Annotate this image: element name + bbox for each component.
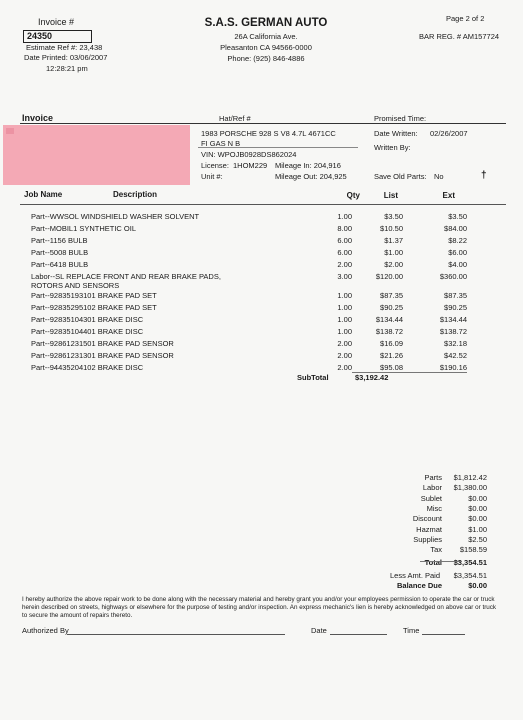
line-item-list: $90.25 (380, 303, 403, 312)
date-written-label: Date Written: (374, 129, 418, 138)
line-item-ext: $90.25 (444, 303, 467, 312)
totals-value: $0.00 (468, 493, 487, 503)
line-item-ext: $190.16 (439, 363, 467, 372)
totals-label: Total (424, 558, 442, 568)
totals-value: $3,354.51 (453, 558, 487, 568)
info-top-rule (20, 123, 506, 124)
line-item-qty: 2.00 (337, 351, 352, 360)
line-item-description: Part--5008 BULB (31, 248, 89, 257)
line-item-list: $95.08 (380, 363, 403, 372)
line-item-ext: $134.44 (439, 315, 467, 324)
totals-label: Misc (426, 503, 442, 513)
line-item-qty: 1.00 (337, 327, 352, 336)
totals-value: $1.00 (468, 524, 487, 534)
save-old-parts-label: Save Old Parts: (374, 172, 427, 181)
totals-label: Tax (430, 545, 442, 555)
date-signature-line[interactable] (330, 634, 387, 635)
vehicle-description: 1983 PORSCHE 928 S V8 4.7L 4671CC (201, 129, 336, 138)
less-amt-paid-value: $3,354.51 (453, 571, 487, 580)
line-item-ext: $87.35 (444, 291, 467, 300)
date-written-value: 02/26/2007 (430, 129, 468, 138)
less-amt-paid-label: Less Amt. Paid (390, 571, 441, 580)
company-phone: Phone: (925) 846-4886 (227, 54, 305, 63)
line-item-qty: 1.00 (337, 291, 352, 300)
authorized-by-label: Authorized By (22, 626, 69, 635)
totals-label: Hazmat (416, 524, 442, 534)
line-item-qty: 2.00 (337, 260, 352, 269)
invoice-number-box: 24350 (23, 30, 92, 43)
totals-value: $1,812.42 (453, 473, 487, 482)
line-item-description-cont: ROTORS AND SENSORS (31, 281, 120, 290)
company-name: S.A.S. GERMAN AUTO (204, 17, 328, 29)
totals-label: Labor (422, 483, 442, 493)
vin: VIN: WPOJB0928DS862024 (201, 150, 297, 159)
line-item-list: $138.72 (375, 327, 403, 336)
table-header-rule (20, 204, 506, 205)
authorized-by-signature-line[interactable] (67, 634, 285, 635)
totals-label: Supplies (413, 534, 442, 544)
line-item-description: Part--94435204102 BRAKE DISC (31, 363, 144, 372)
line-item-list: $2.00 (384, 260, 403, 269)
estimate-ref: Estimate Ref #: 23,438 (26, 43, 103, 52)
company-address-line2: Pleasanton CA 94566-0000 (220, 43, 312, 52)
line-item-list: $21.26 (380, 351, 403, 360)
line-item-qty: 2.00 (337, 363, 352, 372)
balance-due-label: Balance Due (397, 581, 443, 590)
col-header-qty: Qty (346, 191, 360, 200)
totals-label: Parts (424, 473, 442, 482)
subtotal-value: $3,192.42 (355, 373, 389, 382)
line-item-qty: 1.00 (337, 212, 352, 221)
line-item-list: $10.50 (380, 224, 403, 233)
total-rule (420, 561, 462, 562)
line-item-description: Part--WWSOL WINDSHIELD WASHER SOLVENT (31, 212, 200, 221)
line-item-qty: 8.00 (337, 224, 352, 233)
written-by-label: Written By: (374, 143, 411, 152)
line-item-list: $120.00 (375, 272, 403, 281)
date-label: Date (311, 626, 327, 635)
mileage-in: Mileage In: 204,916 (275, 161, 341, 170)
totals-label: Discount (412, 514, 442, 524)
date-printed: Date Printed: 03/06/2007 (24, 53, 108, 62)
redaction-smudge (6, 128, 14, 134)
line-item-description: Part--92861231301 BRAKE PAD SENSOR (31, 351, 174, 360)
line-item-description: Part--6418 BULB (31, 260, 89, 269)
line-item-description: Part--92835295102 BRAKE PAD SET (31, 303, 157, 312)
line-item-ext: $4.00 (448, 260, 467, 269)
promised-time-label: Promised Time: (374, 114, 427, 123)
col-header-ext: Ext (442, 191, 455, 200)
line-item-ext: $6.00 (448, 248, 467, 257)
balance-due-value: $0.00 (468, 581, 487, 590)
col-header-description: Description (113, 190, 158, 199)
line-item-qty: 1.00 (337, 315, 352, 324)
line-item-ext: $138.72 (439, 327, 467, 336)
company-address-line1: 26A California Ave. (234, 32, 298, 41)
vehicle-divider (198, 147, 358, 148)
line-item-description: Labor--SL REPLACE FRONT AND REAR BRAKE PADS, (31, 272, 221, 281)
license-value: 1HOM229 (233, 161, 268, 170)
bar-registration: BAR REG. # AM157724 (419, 32, 500, 41)
totals-value: $0.00 (468, 514, 487, 524)
line-item-list: $16.09 (380, 339, 403, 348)
line-item-ext: $32.18 (444, 339, 467, 348)
line-item-qty: 2.00 (337, 339, 352, 348)
line-item-ext: $360.00 (439, 272, 467, 281)
totals-value: $0.00 (468, 503, 487, 513)
line-item-qty: 1.00 (337, 303, 352, 312)
line-item-list: $3.50 (384, 212, 403, 221)
line-item-description: Part--92835104301 BRAKE DISC (31, 315, 144, 324)
authorization-text: I hereby authorize the above repair work to be done along with the necessary material and hereby grant you and/or your employees permission to operate the car or truck herein described on streets, highways or elsewhere for the purpose of testing and/or inspection. An express mechanic's lien is hereby acknowledged on above car or truck to secure the amount of repairs thereto. (22, 596, 497, 619)
line-item-ext: $8.22 (448, 236, 467, 245)
line-item-list: $1.37 (384, 236, 403, 245)
line-item-list: $134.44 (375, 315, 403, 324)
totals-label: Sublet (420, 493, 442, 503)
line-item-description: Part--92861231501 BRAKE PAD SENSOR (31, 339, 174, 348)
line-item-ext: $42.52 (444, 351, 467, 360)
hat-ref-label: Hat/Ref # (219, 114, 251, 123)
subtotal-label: SubTotal (297, 373, 329, 382)
line-item-description: Part--MOBIL1 SYNTHETIC OIL (31, 224, 137, 233)
line-item-qty: 6.00 (337, 236, 352, 245)
line-item-description: Part--92835104401 BRAKE DISC (31, 327, 144, 336)
redacted-customer-block (3, 125, 190, 185)
line-item-list: $1.00 (384, 248, 403, 257)
line-item-ext: $3.50 (448, 212, 467, 221)
license-label: License: (201, 161, 229, 170)
totals-value: $2.50 (468, 534, 487, 544)
line-item-qty: 6.00 (337, 248, 352, 257)
line-item-description: Part--92835193101 BRAKE PAD SET (31, 291, 157, 300)
vehicle-fuel: FI GAS N B (201, 139, 241, 148)
unit-label: Unit #: (201, 172, 223, 181)
col-header-list: List (383, 191, 398, 200)
time-printed: 12:28:21 pm (46, 64, 88, 73)
line-item-ext: $84.00 (444, 224, 467, 233)
invoice-number-label: Invoice # (38, 17, 75, 27)
time-label: Time (403, 626, 420, 635)
line-item-description: Part--1156 BULB (31, 236, 88, 245)
totals-value: $1,380.00 (453, 483, 487, 493)
line-item-list: $87.35 (380, 291, 403, 300)
mileage-out: Mileage Out: 204,925 (275, 172, 347, 181)
time-signature-line[interactable] (422, 634, 465, 635)
line-item-qty: 3.00 (337, 272, 352, 281)
page-number: Page 2 of 2 (446, 14, 485, 23)
invoice-section-title: Invoice (22, 113, 54, 123)
corner-mark: † (481, 170, 487, 181)
save-old-parts-value: No (434, 172, 444, 181)
totals-value: $158.59 (459, 545, 487, 555)
col-header-job-name: Job Name (24, 190, 63, 199)
